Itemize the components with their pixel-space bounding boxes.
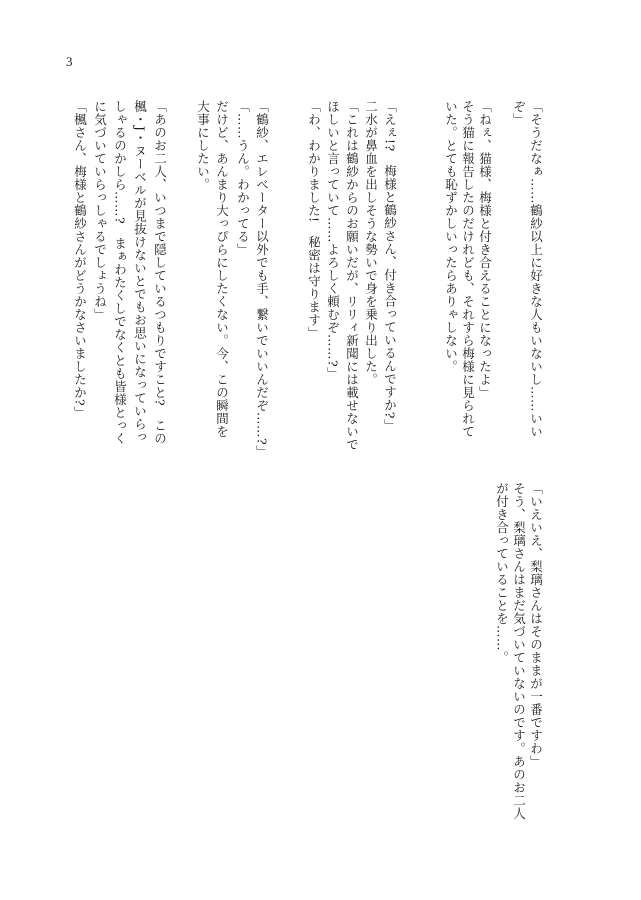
text-line: 大事にしたい。 [195,100,211,191]
text-line: が付き合っていることを……。 [494,482,510,664]
text-line: 「ねぇ、猫様、梅様と付き合えることになったよ」 [477,100,493,399]
text-line: 「楓さん、梅様と鶴紗さんがどうかなさいましたか?」 [72,100,88,420]
text-line: 二水が鼻血を出しそうな勢いで身を乗り出した。 [363,100,379,386]
text-line: 「鶴紗、エレベーター以外でも手、繋いでいいんだぞ……?」 [254,100,270,459]
text-line: に気づいていらっしゃるでしょうね」 [92,100,108,321]
text-line: ぞ」 [511,100,527,126]
text-line: 「これは鶴紗からのお願いだが、リリィ新聞には載せないで [344,100,360,451]
text-line: 「わ、わかりました! 秘密は守ります」 [306,100,322,340]
text-line: ほしいと言っていて……よろしく頼むぞ……?」 [325,100,341,381]
text-line: しゃるのかしら……? まぁわたくしでなくとも皆様とっく [112,100,128,446]
text-line: そう猫に報告したのだけれども、それすら梅様に見られて [460,100,476,438]
text-line: 「えぇ!? 梅様と鶴紗さん、付き合っているんですか?」 [382,100,398,432]
text-line: いた。とても恥ずかしいったらありゃしない。 [443,100,459,373]
text-line: 「あのお二人、いつまで隠しているつもりですこと? この [152,100,168,446]
text-line: 楓・J・ヌーベルが見抜けないとでもお思いになっていらっ [132,100,148,444]
text-line: だけど、あんまり大っぴらにしたくない。今、この瞬間を [214,100,230,438]
text-line: 「……うん。わかってる」 [235,100,251,256]
text-line: そう、梨璃さんはまだ気づいていないのです。あのお二人 [511,482,527,820]
text-line: 「いえいえ、梨璃さんはそのままが一番ですわ」 [528,482,544,768]
page-number: 3 [66,54,73,69]
text-line: 「そうだなぁ……鶴紗以上に好きな人もいないし……いい [528,100,544,438]
